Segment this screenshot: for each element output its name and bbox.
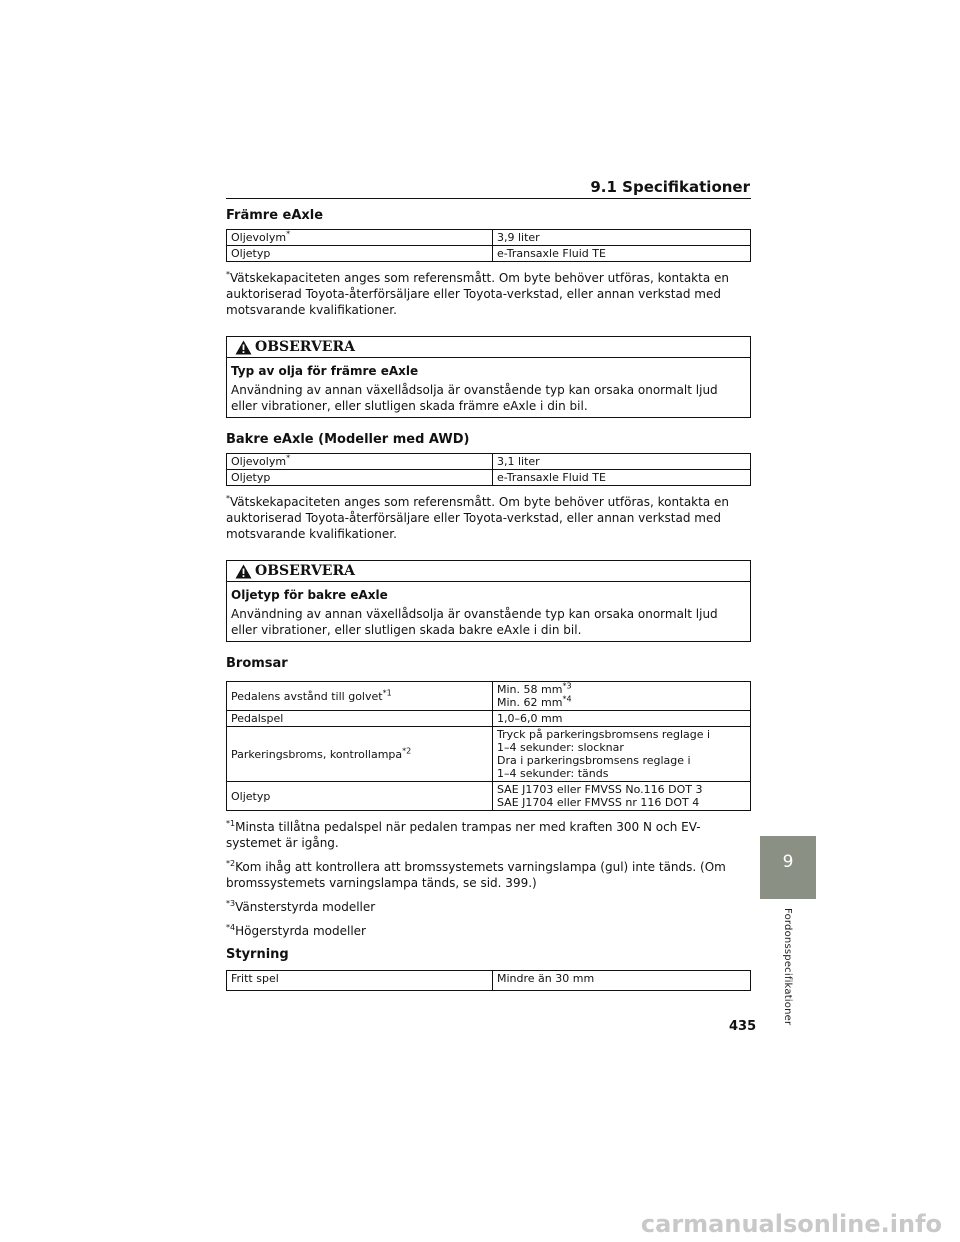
- table-key: Oljetyp: [227, 782, 493, 811]
- table-row: [227, 711, 751, 727]
- table-row: [227, 470, 751, 486]
- warning-icon: [235, 340, 252, 355]
- table-row: [227, 454, 751, 470]
- observera-text: Användning av annan växellådsolja är ovanstående typ kan orsaka onormalt ljud eller vibrationer, eller slutligen skada bakre eAxle i din bil.: [231, 607, 718, 637]
- front-eaxle-footnote: *Vätskekapaciteten anges som referensmått. Om byte behöver utföras, kontakta en auktoriserad Toyota-återförsäljare eller Toyota-verkstad, eller annan verkstad med motsvarande kvalifikationer.: [226, 270, 729, 317]
- table-row: [227, 727, 751, 782]
- table-value: Min. 58 $mm^{*3}$ Min. 62 $mm^{*4}$: [493, 682, 751, 711]
- table-key: Oljevolym*: [227, 230, 493, 246]
- brakes-table: [226, 681, 751, 811]
- section-header-title: 9.1 Specifikationer: [590, 178, 750, 196]
- table-value: e-Transaxle Fluid TE: [493, 246, 751, 262]
- steering-table: [226, 970, 751, 991]
- table-value: 1,0–6,0 mm: [493, 711, 751, 727]
- brakes-footnote: $^{*1}$Minsta tillåtna pedalspel när pedalen trampas ner med kraften 300 N och EV-systemet är igång.: [226, 819, 701, 850]
- chapter-tab-label: Fordonsspecifikationer: [782, 908, 793, 1026]
- table-row: [227, 246, 751, 262]
- page-number: 435: [729, 1019, 757, 1034]
- rear-eaxle-footnote: *Vätskekapaciteten anges som referensmått. Om byte behöver utföras, kontakta en auktoriserad Toyota-återförsäljare eller Toyota-verkstad, eller annan verkstad med motsvarande kvalifikationer.: [226, 494, 729, 541]
- table-key: Oljetyp: [227, 246, 493, 262]
- table-value: SAE J1703 eller FMVSS No.116 DOT 3 SAE J1704 eller FMVSS nr 116 DOT 4: [493, 782, 751, 811]
- watermark: carmanualsonline.info: [640, 1210, 942, 1238]
- table-key: Oljetyp: [227, 470, 493, 486]
- brakes-footnote: $^{*2}$Kom ihåg att kontrollera att bromssystemets varningslampa (gul) inte tänds. (Om bromssystemets varningslampa tänds, se sid. 399.): [226, 859, 726, 890]
- table-key: Pedalens avstånd till golvet$^{*1}$: [227, 682, 493, 711]
- header-divider: [226, 198, 751, 199]
- rear-eaxle-title: Bakre eAxle (Modeller med AWD): [226, 432, 470, 447]
- table-key: Oljevolym*: [227, 454, 493, 470]
- table-row: [227, 782, 751, 811]
- brakes-footnote: $^{*4}$Högerstyrda modeller: [226, 923, 366, 938]
- front-eaxle-table: [226, 229, 751, 262]
- table-key: Fritt spel: [227, 971, 493, 991]
- table-row: [227, 230, 751, 246]
- table-key: Parkeringsbroms, kontrollampa$^{*2}$: [227, 727, 493, 782]
- front-eaxle-title: Främre eAxle: [226, 208, 324, 223]
- table-row: [227, 682, 751, 711]
- brakes-title: Bromsar: [226, 656, 288, 671]
- page-content: [226, 208, 751, 999]
- table-value: Mindre än 30 mm: [493, 971, 751, 991]
- table-value: 3,1 liter: [493, 454, 751, 470]
- table-value: 3,9 liter: [493, 230, 751, 246]
- observera-box-front: [226, 336, 751, 418]
- observera-box-rear: [226, 560, 751, 642]
- steering-title: Styrning: [226, 947, 289, 962]
- table-key: Pedalspel: [227, 711, 493, 727]
- table-value: e-Transaxle Fluid TE: [493, 470, 751, 486]
- observera-subtitle: Typ av olja för främre eAxle: [231, 364, 419, 378]
- brakes-footnote: $^{*3}$Vänsterstyrda modeller: [226, 899, 376, 914]
- table-value: Tryck på parkeringsbromsens reglage i 1–4 sekunder: slocknar Dra i parkeringsbromsens reglage i 1–4 sekunder: tänds: [493, 727, 751, 782]
- observera-header: OBSERVERA: [227, 337, 750, 358]
- observera-text: Användning av annan växellådsolja är ovanstående typ kan orsaka onormalt ljud eller vibrationer, eller slutligen skada främre eAxle i din bil.: [231, 383, 718, 413]
- rear-eaxle-table: [226, 453, 751, 486]
- table-row: [227, 971, 751, 991]
- warning-icon: [235, 564, 252, 579]
- observera-subtitle: Oljetyp för bakre eAxle: [231, 588, 388, 602]
- chapter-tab-number: 9: [782, 852, 794, 872]
- observera-header: OBSERVERA: [227, 561, 750, 582]
